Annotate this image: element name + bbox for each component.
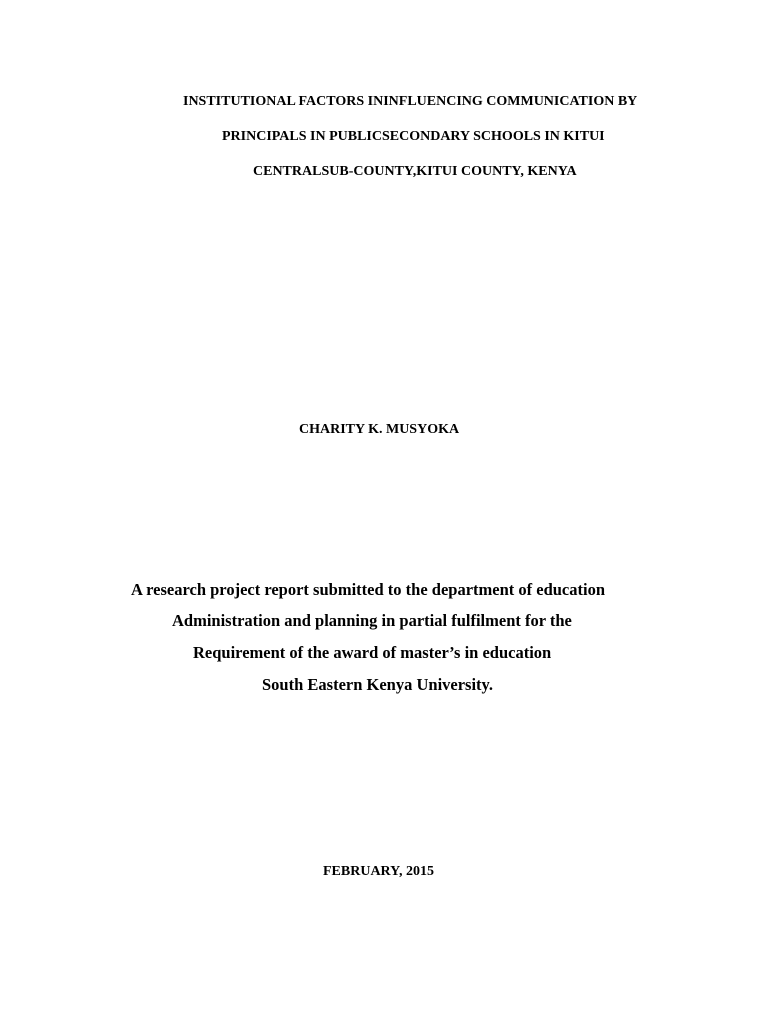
submission-date: FEBRUARY, 2015: [323, 864, 435, 879]
submission-line-4: South Eastern Kenya University.: [262, 675, 494, 694]
title-line-1: INSTITUTIONAL FACTORS ININFLUENCING COMMUNICATION BY: [183, 94, 638, 109]
submission-line-1: A research project report submitted to the department of education: [131, 580, 605, 599]
title-line-3: CENTRALSUB-COUNTY,KITUI COUNTY, KENYA: [253, 164, 577, 179]
title-line-2: PRINCIPALS IN PUBLICSECONDARY SCHOOLS IN KITUI: [222, 129, 605, 144]
author-name: CHARITY K. MUSYOKA: [299, 422, 460, 437]
submission-line-2: Administration and planning in partial fulfilment for the: [172, 611, 572, 630]
submission-line-3: Requirement of the award of master’s in education: [193, 643, 552, 662]
